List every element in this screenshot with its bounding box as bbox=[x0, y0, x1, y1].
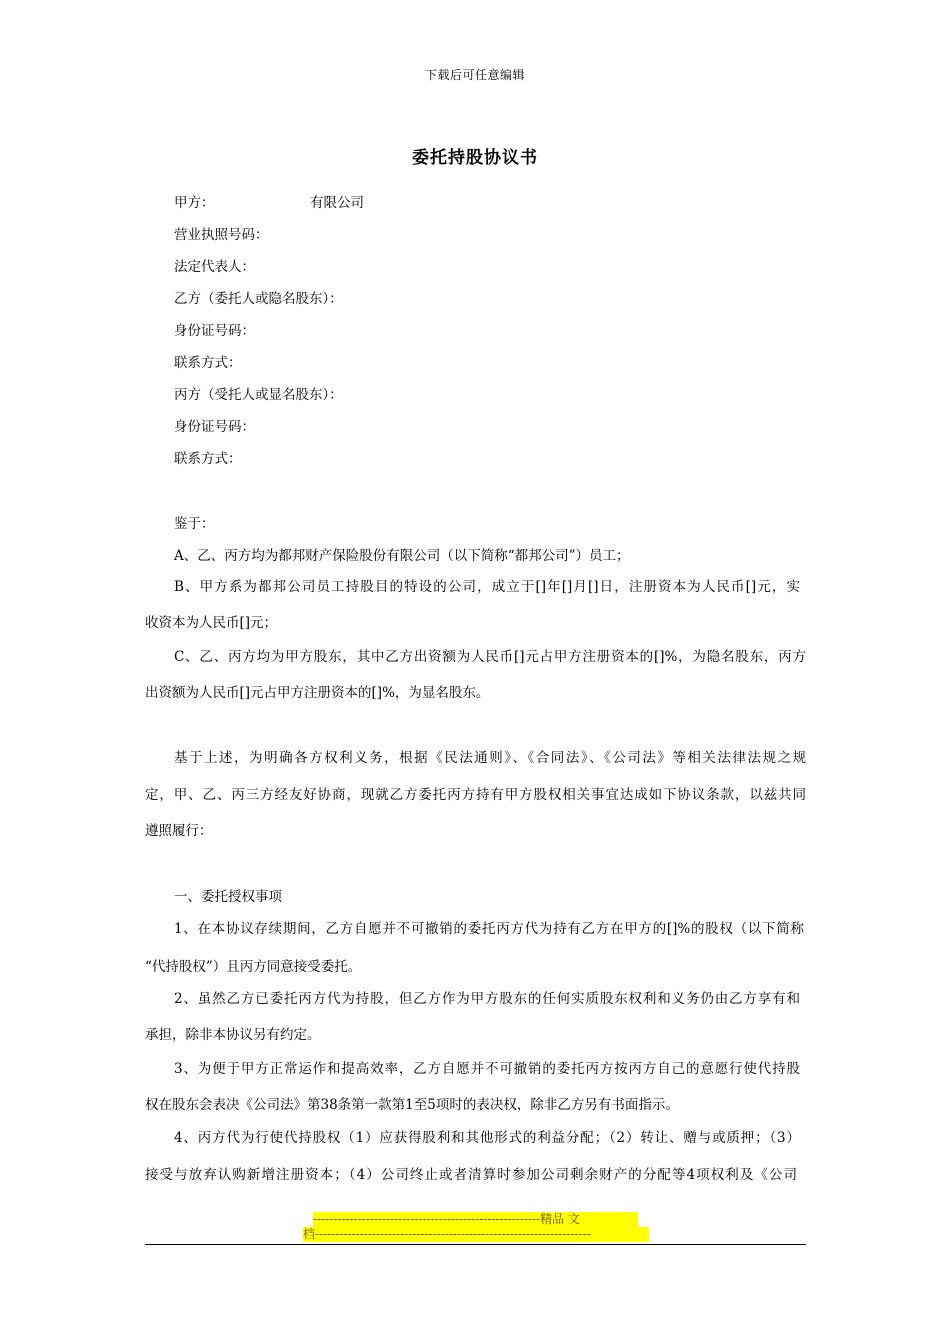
legal-representative-label: 法定代表人： bbox=[174, 259, 255, 275]
clause-3-line-1: 3、为便于甲方正常运作和提高效率，乙方自愿并不可撤销的委托丙方按丙方自己的意愿行使代持股 bbox=[174, 1061, 800, 1077]
clause-1-line-2: “代持股权”）且丙方同意接受委托。 bbox=[145, 959, 362, 975]
clause-2-line-1: 2、虽然乙方已委托丙方代为持股，但乙方作为甲方股东的任何实质股东权利和义务仍由乙方享有和 bbox=[174, 991, 800, 1007]
recital-item-c-line-1: C、乙、丙方均为甲方股东，其中乙方出资额为人民币[]元占甲方注册资本的[]%，为隐名股东，丙方 bbox=[174, 649, 806, 665]
footer-watermark-line-1: --------------------------------------------------------精品 文 bbox=[313, 1212, 638, 1227]
party-a-label: 甲方： bbox=[174, 195, 215, 211]
party-b-id-label: 身份证号码： bbox=[174, 323, 255, 339]
recital-item-b-line-1: B、甲方系为都邦公司员工持股目的特设的公司，成立于[]年[]月[]日，注册资本为人民币[]元，实 bbox=[174, 579, 800, 595]
header-note: 下载后可任意编辑 bbox=[424, 68, 525, 82]
preamble-line-2: 定，甲、乙、丙三方经友好协商，现就乙方委托丙方持有甲方股权相关事宜达成如下协议条款，以兹共同 bbox=[145, 787, 806, 803]
party-c-contact-label: 联系方式： bbox=[174, 451, 242, 467]
preamble-line-1: 基于上述，为明确各方权利义务，根据《民法通则》、《合同法》、《公司法》等相关法律法规之规 bbox=[174, 750, 806, 766]
clause-4-line-2: 接受与放弃认购新增注册资本；（4）公司终止或者清算时参加公司剩余财产的分配等4项权利及《公司 bbox=[145, 1167, 797, 1183]
recital-item-a: A、乙、丙方均为都邦财产保险股份有限公司（以下简称“都邦公司”）员工； bbox=[174, 548, 630, 564]
document-title: 委托持股协议书 bbox=[412, 148, 538, 168]
business-license-label: 营业执照号码： bbox=[174, 227, 269, 243]
party-c-label: 丙方（受托人或显名股东）： bbox=[174, 387, 343, 403]
party-b-contact-label: 联系方式： bbox=[174, 355, 242, 371]
clause-1-line-1: 1、在本协议存续期间，乙方自愿并不可撤销的委托丙方代为持有乙方在甲方的[]%的股权（以下简称 bbox=[174, 921, 804, 937]
recital-item-c-line-2: 出资额为人民币[]元占甲方注册资本的[]%，为显名股东。 bbox=[145, 685, 490, 701]
clause-3-line-2: 权在股东会表决《公司法》第38条第一款第1至5项时的表决权，除非乙方另有书面指示。 bbox=[145, 1097, 679, 1113]
recital-item-b-line-2: 收资本为人民币[]元； bbox=[145, 615, 278, 631]
clause-4-line-1: 4、丙方代为行使代持股权（1）应获得股利和其他形式的利益分配；（2）转让、赠与或质押；（3） bbox=[174, 1130, 800, 1146]
recitals-heading: 鉴于： bbox=[174, 516, 215, 532]
footer-divider bbox=[145, 1244, 806, 1245]
party-c-id-label: 身份证号码： bbox=[174, 419, 255, 435]
section-1-heading: 一、委托授权事项 bbox=[174, 889, 282, 905]
footer-watermark-line-2: 档-------------------------------------------------------------------- bbox=[303, 1227, 649, 1242]
clause-2-line-2: 承担，除非本协议另有约定。 bbox=[145, 1027, 321, 1043]
preamble-line-3: 遵照履行： bbox=[145, 823, 213, 839]
party-b-label: 乙方（委托人或隐名股东）： bbox=[174, 291, 343, 307]
party-a-value: 有限公司 bbox=[310, 195, 364, 211]
